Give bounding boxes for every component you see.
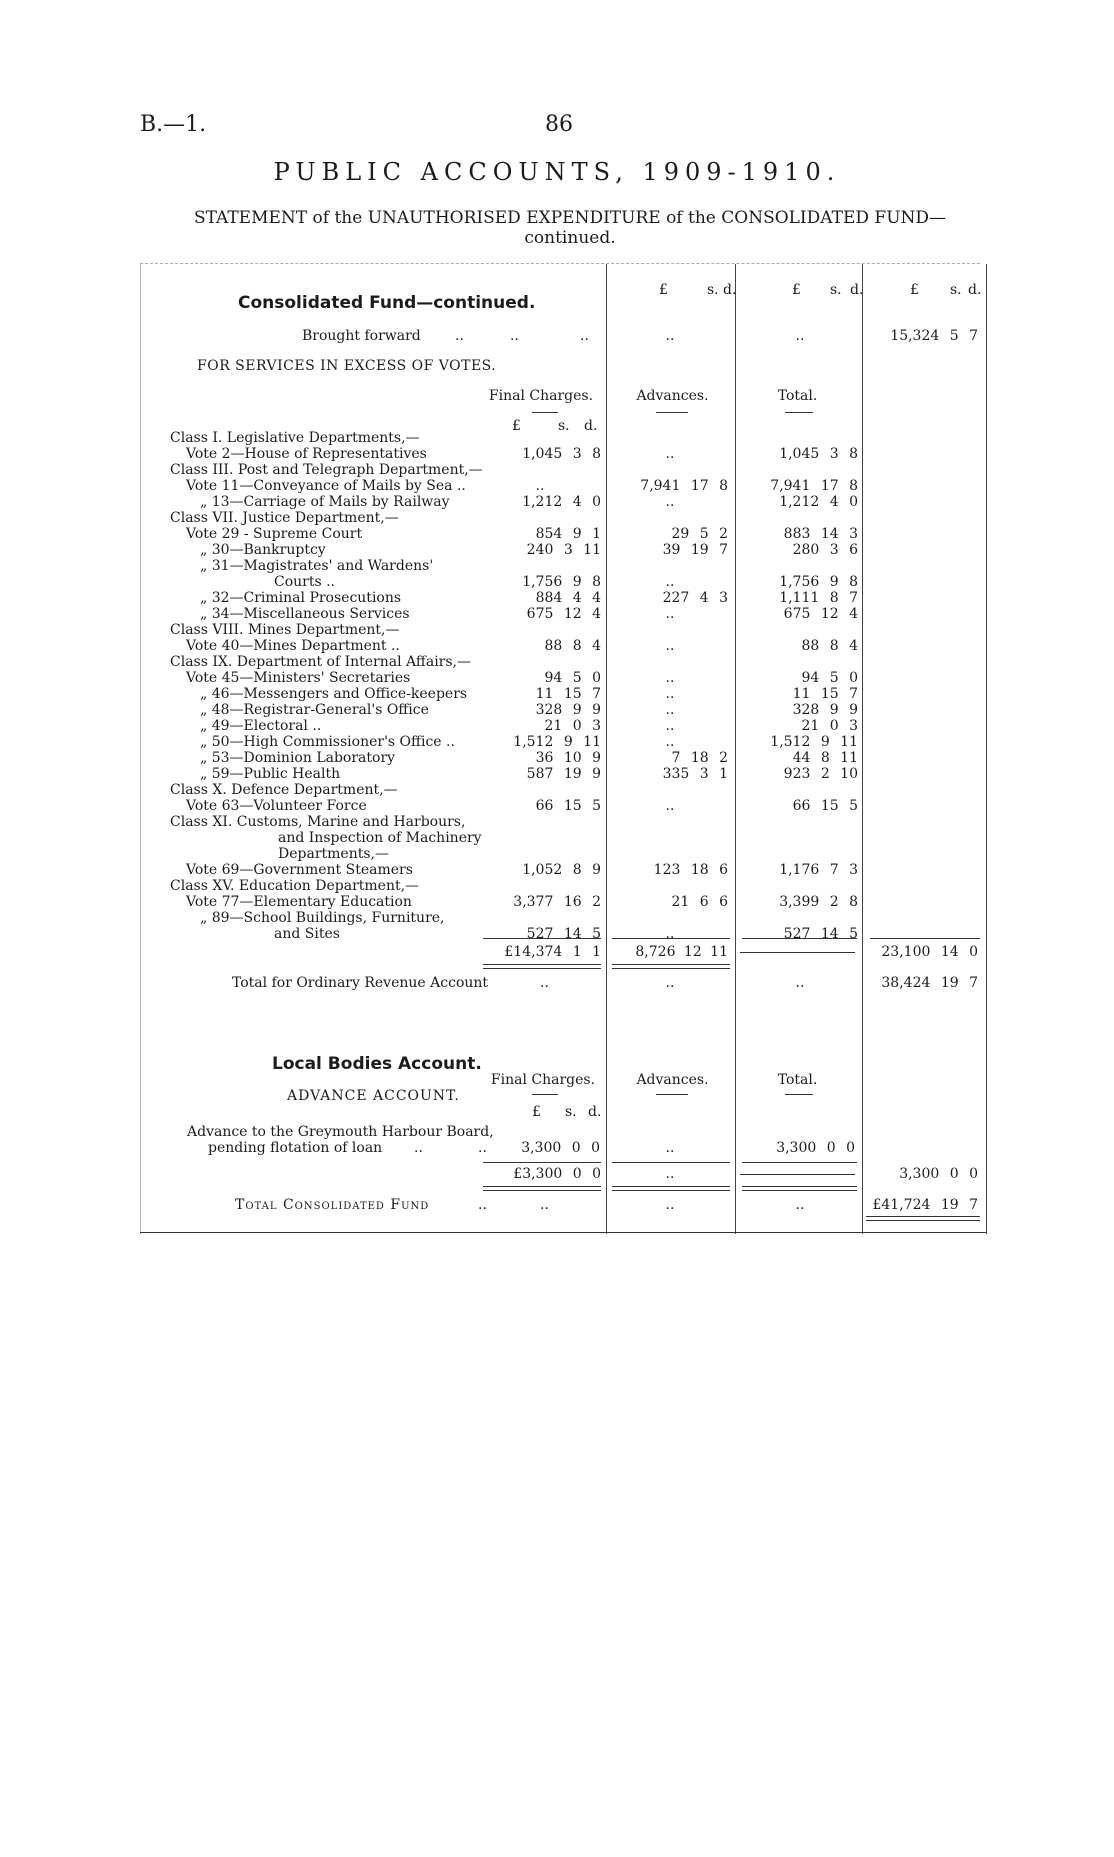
leader-dots: .. xyxy=(580,328,589,344)
row-final-amount: 1,045 3 8 xyxy=(522,446,601,462)
final-charges-header: Final Charges. xyxy=(488,388,594,404)
row-adv-amount: 7 18 2 xyxy=(671,750,728,766)
row-total-amount: 280 3 6 xyxy=(792,542,858,558)
row-adv-amount: .. xyxy=(665,494,675,510)
underline xyxy=(785,412,813,413)
row-label: „ 31—Magistrates' and Wardens' xyxy=(200,558,434,574)
pence-sign: d. xyxy=(588,1104,602,1120)
row-adv-amount: .. xyxy=(665,606,675,622)
row-adv-amount: 21 6 6 xyxy=(671,894,728,910)
advances-header: Advances. xyxy=(636,388,709,404)
row-final-amount: 587 19 9 xyxy=(526,766,601,782)
table-left-edge xyxy=(140,264,141,1234)
leader-dots: .. xyxy=(665,1197,675,1213)
pound-sign: £ xyxy=(659,282,668,298)
leader-dots: .. xyxy=(455,328,464,344)
row-total-amount: 527 14 5 xyxy=(783,926,858,942)
row-adv-amount: 227 4 3 xyxy=(662,590,728,606)
row-label: and Inspection of Machinery xyxy=(278,830,482,846)
services-heading: FOR SERVICES IN EXCESS OF VOTES. xyxy=(197,358,497,374)
row-label: Class VIII. Mines Department,— xyxy=(170,622,400,638)
total-dash-rule xyxy=(740,952,855,953)
leader-dots: .. xyxy=(665,1140,675,1156)
shilling-sign: s. xyxy=(558,418,570,434)
row-adv-amount: .. xyxy=(665,446,675,462)
double-rule xyxy=(742,1186,857,1191)
document-reference: B.—1. xyxy=(140,112,207,137)
leader-dots: .. xyxy=(478,1140,487,1156)
row-label: Class III. Post and Telegraph Department,— xyxy=(170,462,483,478)
row-final-amount: 3,377 16 2 xyxy=(513,894,601,910)
row-final-amount: 240 3 11 xyxy=(526,542,601,558)
row-adv-amount: .. xyxy=(665,574,675,590)
row-final-amount: 11 15 7 xyxy=(535,686,601,702)
row-adv-amount: .. xyxy=(665,686,675,702)
row-label: „ 50—High Commissioner's Office .. xyxy=(200,734,455,750)
row-label: Class XV. Education Department,— xyxy=(170,878,420,894)
row-label: „ 53—Dominion Laboratory xyxy=(200,750,396,766)
page-title: PUBLIC ACCOUNTS, 1909-1910. xyxy=(273,158,841,186)
subtotal-final: £14,374 1 1 xyxy=(504,944,601,960)
row-final-amount: 66 15 5 xyxy=(535,798,601,814)
page-number: 86 xyxy=(545,112,573,137)
row-final-amount: 675 12 4 xyxy=(526,606,601,622)
row-total-amount: 1,111 8 7 xyxy=(779,590,858,606)
shilling-sign: s. xyxy=(707,282,719,298)
row-label: Class VII. Justice Department,— xyxy=(170,510,399,526)
row-label: „ 34—Miscellaneous Services xyxy=(200,606,410,622)
double-rule xyxy=(612,1186,730,1191)
row-total-amount: 1,756 9 8 xyxy=(779,574,858,590)
row-label: Vote 29 - Supreme Court xyxy=(186,526,363,542)
underline xyxy=(532,412,558,413)
ordinary-total-amount: 38,424 19 7 xyxy=(881,975,978,991)
pound-sign: £ xyxy=(512,418,521,434)
local-advances-header: Advances. xyxy=(636,1072,709,1088)
row-total-amount: 88 8 4 xyxy=(801,638,858,654)
row-label: and Sites xyxy=(274,926,340,942)
row-final-amount: 1,756 9 8 xyxy=(522,574,601,590)
row-final-amount: 1,212 4 0 xyxy=(522,494,601,510)
row-total-amount: 1,045 3 8 xyxy=(779,446,858,462)
total-dash-rule xyxy=(740,1174,855,1175)
row-final-amount: 88 8 4 xyxy=(544,638,601,654)
row-total-amount: 675 12 4 xyxy=(783,606,858,622)
pence-sign: d. xyxy=(723,282,737,298)
subtotal-rule xyxy=(612,1162,730,1163)
leader-dots: .. xyxy=(510,328,519,344)
row-adv-amount: 29 5 2 xyxy=(671,526,728,542)
row-total-amount: 7,941 17 8 xyxy=(770,478,858,494)
row-final-amount: 36 10 9 xyxy=(535,750,601,766)
leader-dots: .. xyxy=(414,1140,423,1156)
row-total-amount: 1,176 7 3 xyxy=(779,862,858,878)
subtotal-rule xyxy=(612,938,730,939)
row-final-amount: 328 9 9 xyxy=(535,702,601,718)
double-rule xyxy=(612,964,730,969)
underline xyxy=(532,1094,558,1095)
row-label: Vote 2—House of Representatives xyxy=(186,446,427,462)
row-total-amount: 11 15 7 xyxy=(792,686,858,702)
row-label: Vote 69—Government Steamers xyxy=(186,862,413,878)
row-label: Vote 40—Mines Department .. xyxy=(186,638,400,654)
row-label: „ 30—Bankruptcy xyxy=(200,542,326,558)
row-label: Departments,— xyxy=(278,846,389,862)
row-total-amount: 328 9 9 xyxy=(792,702,858,718)
consolidated-fund-heading: Consolidated Fund—continued. xyxy=(238,293,536,313)
local-total-header: Total. xyxy=(777,1072,818,1088)
row-adv-amount: .. xyxy=(665,718,675,734)
row-total-amount: 21 0 3 xyxy=(801,718,858,734)
row-label: „ 89—School Buildings, Furniture, xyxy=(200,910,445,926)
column-divider xyxy=(986,264,987,1234)
row-final-amount: 527 14 5 xyxy=(526,926,601,942)
advance-total-amount: 3,300 0 0 xyxy=(776,1140,855,1156)
subtotal-total: 23,100 14 0 xyxy=(881,944,978,960)
row-label: „ 49—Electoral .. xyxy=(200,718,322,734)
row-final-amount: 1,512 9 11 xyxy=(513,734,601,750)
grand-total-amount: £41,724 19 7 xyxy=(872,1197,978,1213)
row-total-amount: 66 15 5 xyxy=(792,798,858,814)
local-final-charges-header: Final Charges. xyxy=(490,1072,596,1088)
row-total-amount: 1,512 9 11 xyxy=(770,734,858,750)
brought-forward-label: Brought forward xyxy=(302,328,421,344)
row-label: Vote 77—Elementary Education xyxy=(186,894,412,910)
pound-sign: £ xyxy=(910,282,919,298)
leader-dots: .. xyxy=(540,1197,549,1213)
row-final-amount: .. xyxy=(535,478,545,494)
advance-label-line1: Advance to the Greymouth Harbour Board, xyxy=(187,1124,494,1140)
double-rule xyxy=(866,1216,980,1221)
pence-sign: d. xyxy=(584,418,598,434)
local-subtotal-total: 3,300 0 0 xyxy=(899,1166,978,1182)
row-adv-amount: .. xyxy=(665,734,675,750)
row-adv-amount: 39 19 7 xyxy=(662,542,728,558)
row-label: „ 13—Carriage of Mails by Railway xyxy=(200,494,450,510)
pound-sign: £ xyxy=(792,282,801,298)
subtotal-rule xyxy=(483,938,601,939)
row-label: Vote 11—Conveyance of Mails by Sea .. xyxy=(186,478,466,494)
row-final-amount: 94 5 0 xyxy=(544,670,601,686)
leader-dots: .. xyxy=(795,975,805,991)
shilling-sign: s. xyxy=(565,1104,577,1120)
row-label: Vote 45—Ministers' Secretaries xyxy=(186,670,411,686)
row-total-amount: 923 2 10 xyxy=(783,766,858,782)
subtotal-advances: 8,726 12 11 xyxy=(635,944,728,960)
row-label: Vote 63—Volunteer Force xyxy=(186,798,367,814)
column-divider xyxy=(862,264,863,1234)
row-final-amount: 21 0 3 xyxy=(544,718,601,734)
underline xyxy=(656,412,688,413)
ordinary-total-label: Total for Ordinary Revenue Account xyxy=(232,975,489,991)
local-subtotal-final: £3,300 0 0 xyxy=(513,1166,601,1182)
advances-brought-forward: .. xyxy=(665,328,675,344)
double-rule xyxy=(483,1186,601,1191)
row-final-amount: 1,052 8 9 xyxy=(522,862,601,878)
row-adv-amount: 123 18 6 xyxy=(653,862,728,878)
row-adv-amount: .. xyxy=(665,798,675,814)
row-adv-amount: .. xyxy=(665,670,675,686)
total-brought-forward: .. xyxy=(795,328,805,344)
underline xyxy=(656,1094,688,1095)
row-label: Class XI. Customs, Marine and Harbours, xyxy=(170,814,466,830)
subtotal-rule xyxy=(483,1162,601,1163)
row-label: Class IX. Department of Internal Affairs,— xyxy=(170,654,472,670)
leader-dots: .. xyxy=(540,975,549,991)
subtotal-rule xyxy=(742,1162,857,1163)
total-header: Total. xyxy=(777,388,818,404)
row-label: „ 59—Public Health xyxy=(200,766,341,782)
grand-total-label: Total Consolidated Fund xyxy=(235,1197,430,1213)
brought-forward-amount: 15,324 5 7 xyxy=(890,328,978,344)
leader-dots: .. xyxy=(665,975,675,991)
statement-subtitle: STATEMENT of the UNAUTHORISED EXPENDITURE of the CONSOLIDATED FUND—continued. xyxy=(193,208,947,248)
row-total-amount: 3,399 2 8 xyxy=(779,894,858,910)
row-final-amount: 884 4 4 xyxy=(535,590,601,606)
row-total-amount: 883 14 3 xyxy=(783,526,858,542)
shilling-sign: s. xyxy=(950,282,962,298)
row-final-amount: 854 9 1 xyxy=(535,526,601,542)
table-top-rule xyxy=(140,263,980,264)
advance-label-line2: pending flotation of loan xyxy=(208,1140,383,1156)
pence-sign: d. xyxy=(968,282,982,298)
row-adv-amount: .. xyxy=(665,926,675,942)
row-total-amount: 44 8 11 xyxy=(792,750,858,766)
subtotal-rule xyxy=(870,938,980,939)
row-adv-amount: 335 3 1 xyxy=(662,766,728,782)
row-total-amount: 94 5 0 xyxy=(801,670,858,686)
row-label: Courts .. xyxy=(274,574,336,590)
row-label: „ 32—Criminal Prosecutions xyxy=(200,590,402,606)
pence-sign: d. xyxy=(850,282,864,298)
row-label: „ 48—Registrar-General's Office xyxy=(200,702,429,718)
row-adv-amount: 7,941 17 8 xyxy=(640,478,728,494)
row-label: Class X. Defence Department,— xyxy=(170,782,398,798)
row-label: „ 46—Messengers and Office-keepers xyxy=(200,686,468,702)
column-divider xyxy=(606,264,607,1234)
subtotal-rule xyxy=(742,938,857,939)
advance-final-amount: 3,300 0 0 xyxy=(521,1140,600,1156)
row-label: Class I. Legislative Departments,— xyxy=(170,430,420,446)
advance-account-heading: ADVANCE ACCOUNT. xyxy=(287,1088,460,1104)
table-bottom-rule xyxy=(140,1232,986,1233)
local-bodies-heading: Local Bodies Account. xyxy=(272,1054,482,1074)
row-total-amount: 1,212 4 0 xyxy=(779,494,858,510)
leader-dots: .. xyxy=(665,1166,675,1182)
pound-sign: £ xyxy=(532,1104,541,1120)
underline xyxy=(785,1094,813,1095)
shilling-sign: s. xyxy=(830,282,842,298)
row-adv-amount: .. xyxy=(665,702,675,718)
leader-dots: .. xyxy=(795,1197,805,1213)
leader-dots: .. xyxy=(478,1197,487,1213)
double-rule xyxy=(483,964,601,969)
row-adv-amount: .. xyxy=(665,638,675,654)
